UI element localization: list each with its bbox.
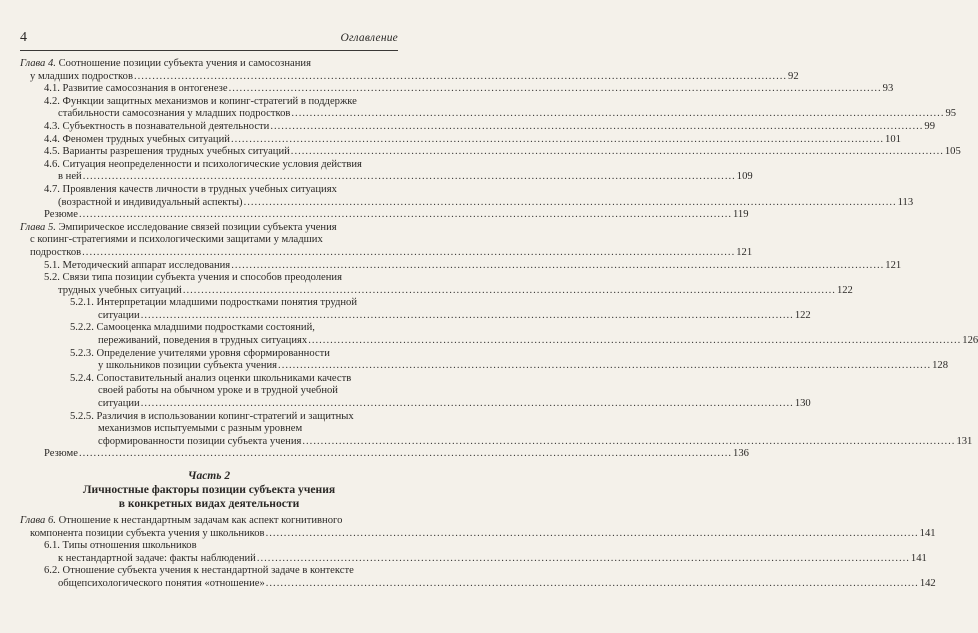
toc-chapter-5-cont2: подростков ..... 121 bbox=[20, 247, 398, 260]
toc-entry-4-6: 4.6. Ситуация неопределенности и психологические условия действия bbox=[44, 158, 362, 170]
toc-page: 136 bbox=[733, 448, 749, 460]
toc-page: 113 bbox=[897, 196, 914, 208]
table-of-contents bbox=[20, 58, 978, 591]
toc-entry-4-7-cont: (возрастной и индивидуальный аспекты) ..... 113 bbox=[20, 197, 398, 210]
toc-entry-6-2-cont: общепсихологического понятия «отношение» ..... 142 bbox=[20, 578, 398, 591]
toc-page: 126 bbox=[962, 335, 978, 347]
toc-entry-4-2-cont: стабильности самосознания у младших подростков ..... 95 bbox=[20, 108, 398, 121]
toc-entry-4-2: 4.2. Функции защитных механизмов и копинг-стратегий в поддержке bbox=[44, 95, 357, 107]
toc-page: 119 bbox=[733, 209, 749, 221]
toc-page: 141 bbox=[919, 527, 936, 539]
toc-entry-6-2: 6.2. Отношение субъекта учения к нестандартной задаче в контексте bbox=[44, 565, 354, 577]
chapter-title: Эмпирическое исследование связей позиции субъекта учения bbox=[55, 221, 337, 233]
toc-entry-5-1: 5.1. Методический аппарат исследования ..... 121 bbox=[20, 260, 398, 273]
toc-summary-4: Резюме ..... 119 bbox=[20, 209, 398, 222]
toc-page: 92 bbox=[788, 70, 799, 82]
toc-entry-4-7: 4.7. Проявления качеств личности в трудных учебных ситуациях bbox=[44, 183, 337, 195]
toc-entry-5-2-2: 5.2.2. Самооценка младшими подростками состояний, bbox=[70, 322, 315, 334]
chapter-label: Глава 4. bbox=[20, 58, 56, 69]
chapter-title: Отношение к нестандартным задачам как аспект когнитивного bbox=[55, 515, 343, 526]
running-head: Оглавление bbox=[340, 32, 398, 44]
toc-entry-4-5: 4.5. Варианты разрешения трудных учебных ситуаций ..... 105 bbox=[20, 146, 398, 159]
toc-page: 131 bbox=[956, 435, 973, 447]
toc-entry-5-2-5-cont: механизмов испытуемыми с разным уровнем bbox=[98, 423, 303, 435]
toc-entry-5-2-2-cont: переживаний, поведения в трудных ситуациях ..... 126 bbox=[20, 335, 398, 348]
toc-entry-4-4: 4.4. Феномен трудных учебных ситуаций ..... 101 bbox=[20, 134, 398, 147]
toc-page: 93 bbox=[882, 83, 894, 95]
toc-page: 105 bbox=[944, 146, 961, 158]
toc-entry-5-2-4-cont2: ситуации ..... 130 bbox=[20, 398, 398, 411]
toc-page: 99 bbox=[924, 120, 935, 132]
page-header bbox=[20, 30, 398, 46]
page-number: 4 bbox=[20, 30, 27, 45]
header-rule bbox=[20, 50, 398, 51]
toc-page: 142 bbox=[919, 577, 936, 589]
toc-entry-4-6-cont: в ней ..... 109 bbox=[20, 171, 398, 184]
chapter-label: Глава 5. bbox=[20, 221, 56, 233]
toc-summary-5: Резюме ..... 136 bbox=[20, 448, 398, 461]
toc-entry-5-2-cont: трудных учебных ситуаций ..... 122 bbox=[20, 285, 398, 298]
toc-entry-6-1-cont: к нестандартной задаче: факты наблюдений ..... 141 bbox=[20, 553, 398, 566]
toc-entry-5-2-3: 5.2.3. Определение учителями уровня сформированности bbox=[70, 347, 330, 359]
toc-page: 121 bbox=[885, 259, 902, 271]
toc-page: 95 bbox=[945, 108, 957, 120]
toc-chapter-4 bbox=[20, 58, 398, 71]
toc-chapter-6-cont: компонента позиции субъекта учения у школьников ..... 141 bbox=[20, 528, 398, 541]
toc-chapter-6 bbox=[20, 515, 398, 528]
toc-entry-5-2: 5.2. Связи типа позиции субъекта учения и способов преодоления bbox=[44, 272, 342, 284]
part-title-line-2: в конкретных видах деятельности bbox=[118, 497, 300, 510]
toc-entry-5-2-1-cont: ситуации ..... 122 bbox=[20, 310, 398, 323]
toc-entry-5-2-4-cont: своей работы на обычном уроке и в трудной учебной bbox=[98, 385, 338, 397]
toc-entry-5-2-5: 5.2.5. Различия в использовании копинг-стратегий и защитных bbox=[70, 410, 354, 422]
toc-entry-5-2-3-cont: у школьников позиции субъекта учения ..... 128 bbox=[20, 360, 398, 373]
toc-entry-5-2-1: 5.2.1. Интерпретации младшими подростками понятия трудной bbox=[70, 297, 357, 309]
chapter-label: Глава 6. bbox=[20, 515, 56, 526]
toc-chapter-5-cont: с копинг-стратегиями и психологическими защитами у младших bbox=[30, 234, 323, 246]
part-title-line-1: Личностные факторы позиции субъекта учения bbox=[82, 483, 336, 496]
toc-page: 121 bbox=[736, 246, 753, 258]
toc-chapter-5 bbox=[20, 222, 398, 235]
chapter-title: Соотношение позиции субъекта учения и самосознания bbox=[55, 58, 311, 69]
toc-page: 109 bbox=[736, 171, 753, 183]
toc-entry-4-1: 4.1. Развитие самосознания в онтогенезе ..... 93 bbox=[20, 83, 398, 96]
toc-entry-6-1: 6.1. Типы отношения школьников bbox=[44, 540, 197, 552]
toc-page: 128 bbox=[932, 360, 949, 372]
toc-entry-5-2-4: 5.2.4. Сопоставительный анализ оценки школьниками качеств bbox=[70, 372, 352, 384]
part-label: Часть 2 bbox=[187, 470, 231, 482]
toc-page: 101 bbox=[885, 133, 901, 145]
toc-page: 130 bbox=[794, 398, 811, 410]
toc-page: 122 bbox=[836, 284, 853, 296]
toc-entry-4-3: 4.3. Субъектность в познавательной деятельности ..... 99 bbox=[20, 121, 398, 134]
toc-chapter-4-cont: у младших подростков ..... 92 bbox=[20, 71, 398, 84]
toc-entry-5-2-5-cont2: сформированности позиции субъекта учения ..... 131 bbox=[20, 436, 398, 449]
toc-page: 122 bbox=[794, 309, 811, 321]
toc-page: 141 bbox=[910, 552, 927, 564]
